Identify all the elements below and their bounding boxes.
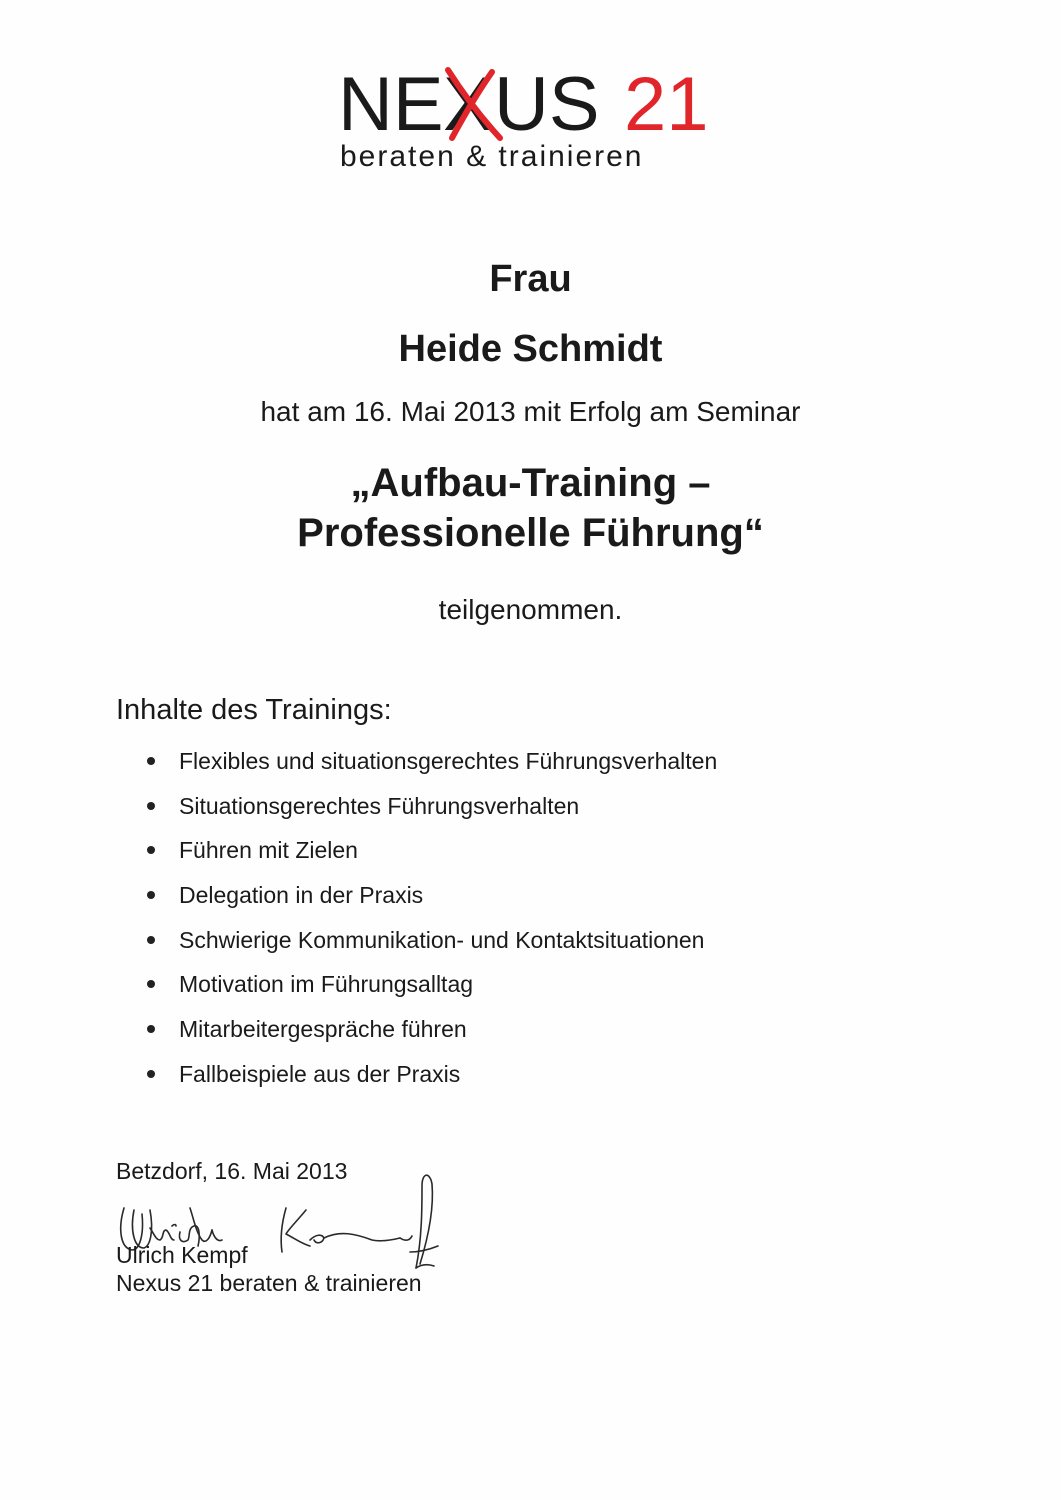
- bullet-icon: [147, 802, 155, 810]
- salutation: Frau: [489, 258, 572, 300]
- bullet-icon: [147, 846, 155, 854]
- list-item-text: Schwierige Kommunikation- und Kontaktsituationen: [179, 926, 705, 953]
- list-item-text: Motivation im Führungsalltag: [179, 971, 474, 998]
- list-item: [145, 1058, 717, 1103]
- seminar-title-line-2: Professionelle Führung“: [297, 511, 764, 555]
- bullet-icon: [147, 891, 155, 899]
- logo-tagline: beraten & trainieren: [340, 140, 644, 173]
- list-item-text: Delegation in der Praxis: [179, 882, 424, 909]
- logo-text-us: US: [494, 62, 600, 147]
- recipient-name: Heide Schmidt: [398, 328, 663, 370]
- contents-list: [145, 745, 717, 1103]
- list-item: [145, 968, 717, 1013]
- participated-text: teilgenommen.: [438, 594, 623, 625]
- intro-text: hat am 16. Mai 2013 mit Erfolg am Seminar: [260, 396, 801, 427]
- seminar-title: [0, 458, 1061, 558]
- logo-text-ne: NE: [338, 62, 444, 147]
- seminar-title-line-1: „Aufbau-Training –: [350, 461, 711, 505]
- contents-heading: Inhalte des Trainings:: [116, 694, 392, 726]
- list-item-text: Mitarbeitergespräche führen: [179, 1016, 467, 1043]
- company-logo: [0, 62, 1061, 192]
- list-item-text: Situationsgerechtes Führungsverhalten: [179, 792, 580, 819]
- bullet-icon: [147, 757, 155, 765]
- signer-organization: Nexus 21 beraten & trainieren: [116, 1270, 422, 1296]
- bullet-icon: [147, 980, 155, 988]
- signer-name: Ulrich Kempf: [116, 1242, 248, 1268]
- list-item: [145, 745, 717, 790]
- bullet-icon: [147, 1025, 155, 1033]
- list-item: [145, 924, 717, 969]
- place-date: Betzdorf, 16. Mai 2013: [116, 1158, 348, 1184]
- list-item: [145, 879, 717, 924]
- bullet-icon: [147, 936, 155, 944]
- list-item-text: Fallbeispiele aus der Praxis: [179, 1060, 461, 1087]
- logo-text-number: 21: [624, 62, 709, 147]
- list-item: [145, 834, 717, 879]
- bullet-icon: [147, 1070, 155, 1078]
- list-item: [145, 1013, 717, 1058]
- list-item: [145, 790, 717, 835]
- logo-text-x: X: [443, 62, 494, 147]
- list-item-text: Führen mit Zielen: [179, 837, 358, 864]
- list-item-text: Flexibles und situationsgerechtes Führungsverhalten: [179, 748, 718, 774]
